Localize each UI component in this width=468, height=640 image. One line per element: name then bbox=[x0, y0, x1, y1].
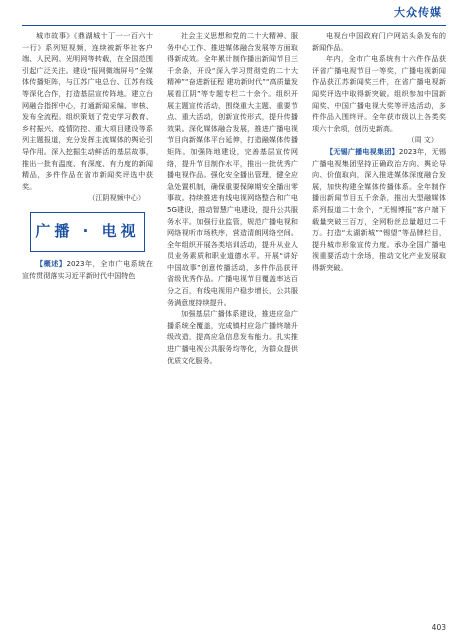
body-paragraph: 加强基层广播体系建设，推进应急广播系统全覆盖，完成镇村应急广播终端升级改造，提高应急信息发布能力。扎实推进广播电视公共服务均等化，为群众提供优质文化服务。 bbox=[167, 309, 298, 365]
body-paragraph: 社会主义思想和党的二十大精神、服务中心工作、推进媒体融合发展等方面取得新成效。全年累计制作播出新闻节目三千余条，开设“深入学习贯彻党的二十大精神”“奋进新征程 建功新时代”“高质量发展看江阴”等专题专栏二十余个。组织开展主题宣传活动，围绕重大主题、重要节点、重大活动，创新宣传形式，提升传播效果。深化媒体融合发展，推进广播电视节目向新媒体平台延伸，打造融媒体传播矩阵。加强阵地建设，完善基层宣传网络，提升节目制作水平，推出一批优秀广播电视作品。强化安全播出管理，健全应急处置机制，确保重要保障期安全播出零事故。持续推进有线电视网络整合和广电5G建设，推动智慧广电建设，提升公共服务水平。加强行业监管，规范广播电视和网络视听市场秩序，营造清朗网络空间。全年组织开展各类培训活动，提升从业人员业务素质和职业道德水平。开展“讲好中国故事”创意传播活动，多件作品获评省级优秀作品。广播电视节目覆盖率达百分之百，有线电视用户稳步增长，公共服务满意度持续提升。 bbox=[167, 31, 298, 307]
page-header bbox=[0, 0, 468, 24]
column-2 bbox=[167, 30, 298, 620]
header-divider bbox=[22, 25, 446, 26]
section-heading-box bbox=[30, 212, 145, 252]
body-paragraph: 城市故事》《鼎湖城十丁一一百六十一行》系列短视频，连续被新华社客户端、人民网、光明网等转载，在全国范围引起广泛关注。建设“报网微端屏号”全媒体传播矩阵，与江苏广电总台、江苏有线等深化合作，打造基层宣传阵地。建立台网融合指挥中心，打通新闻采编、审核、发布全流程。组织策划了党史学习教育、乡村振兴、疫情防控、重大项目建设等系列主题报道，充分发挥主流媒体的舆论引导作用。深入挖掘生动鲜活的基层故事，推出一批有温度、有深度、有力度的新闻精品，多件作品在省市新闻奖评选中获奖。 bbox=[22, 31, 153, 191]
body-paragraph bbox=[22, 258, 153, 281]
column-3 bbox=[312, 30, 446, 620]
page-number: 403 bbox=[431, 623, 446, 632]
section-heading: 广播 · 电视 bbox=[35, 222, 140, 241]
column-1 bbox=[22, 30, 153, 620]
entry-text: 2023年，无锡广播电视集团坚持正确政治方向、舆论导向、价值取向，深入推进媒体深度融合发展，加快构建全媒体传播体系。全年制作播出新闻节目五千余条，推出大型融媒体系列报道二十余个，“无锡博报”客户端下载量突破三百万，全网粉丝总量超过二千万。打造“太湖新城”“锡望”等品牌栏目，提升城市形象宣传力度。承办全国广播电视重要活动十余场，推动文化产业发展取得新突破。 bbox=[312, 146, 446, 272]
body-paragraph bbox=[312, 146, 446, 274]
author-signature: （江阴视频中心） bbox=[88, 193, 145, 203]
entry-text: 2023年，全市广电系统在宣传贯彻落实习近平新时代中国特色 bbox=[22, 258, 153, 280]
entry-lead: 【无锡广播电视集团】 bbox=[326, 146, 399, 156]
entry-lead: 【概述】 bbox=[36, 258, 67, 268]
body-paragraph: 年内，全市广电系统有十六件作品获评省广播电视节目一等奖，广播电视新闻作品获江苏新闻奖三件，在省广播电视新闻奖评选中取得新突破。组织参加中国新闻奖、中国广播电视大奖等评选活动，多件作品入围终评。全年获市级以上各类奖项六十余项，创历史新高。 bbox=[312, 54, 446, 133]
masthead-title: 大众传媒 bbox=[394, 6, 442, 19]
author-signature: （周 文） bbox=[407, 135, 438, 145]
body-paragraph: 电视台中国政府门户网站头条发布的新闻作品。 bbox=[312, 31, 446, 52]
